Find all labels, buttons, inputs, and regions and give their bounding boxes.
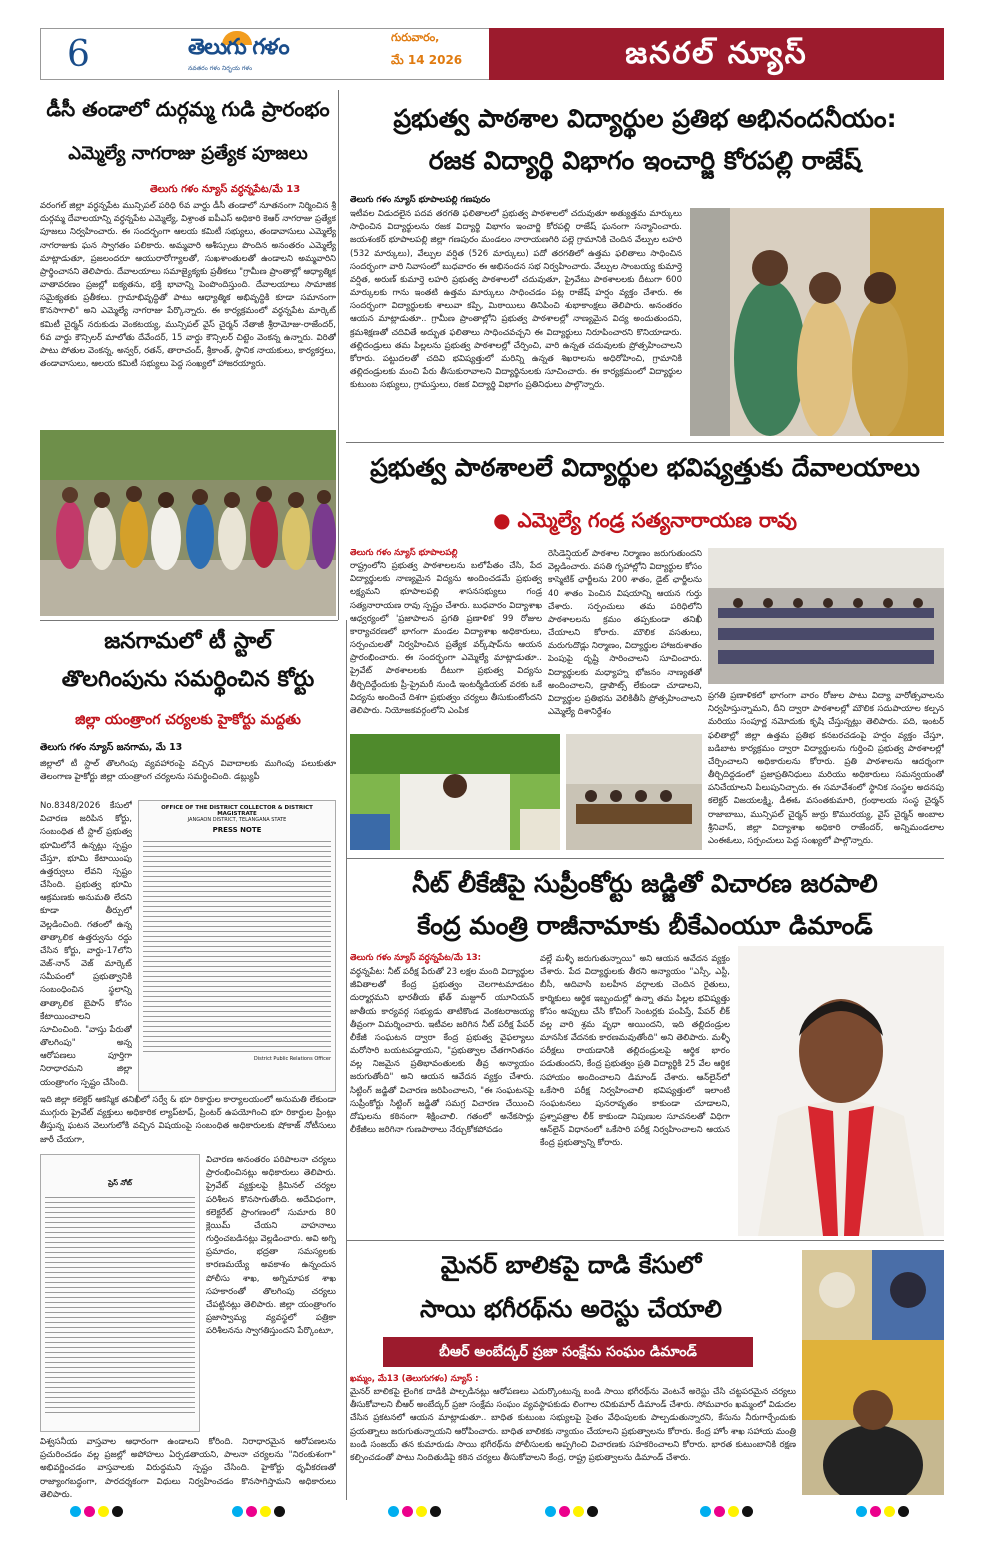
magenta-dot [246, 1506, 257, 1517]
newspaper-logo [182, 28, 377, 80]
press-note-footer: District Public Relations Officer [253, 1056, 331, 1062]
cyan-dot [700, 1506, 711, 1517]
print-registration-marks [232, 1506, 285, 1517]
a2-headline-2: రజక విద్యార్థి విభాగం ఇంచార్జి కోరపల్లి రాజేష్ [428, 146, 862, 175]
a6-headline-2: సాయి భగీరథ్‌ను అరెస్టు చేయాలి [420, 1295, 722, 1323]
a3-col-2: రెసిడెన్షియల్ పాఠశాల నిర్మాణం జరుగుతుందని వెల్లడించారు. వసతి గృహాల్లోని విద్యార్థుల కోసం కాస్మెటిక్ ఛార్జీలను 200 శాతం, డైట్ ఛార్జీలను 40 శాతం పెంచిన విషయాన్ని ఆయన గుర్తు చేశారు. సర్పంచులు తమ పరిధిలోని పాఠశాలలను క్రమం తప్పకుండా తనిఖీ చేయాలని కోరారు. మౌలిక వసతులు, మరుగుదొడ్లు నిర్మాణం, విద్యార్థుల హాజరుశాతం పెంపుపై దృష్టి సారించాలని సూచించారు. విద్యార్థులకు మధ్యాహ్న భోజనం నాణ్యతతో అందించాలని, డ్రాపౌట్స్ లేకుండా చూడాలని, విద్యార్థుల ప్రతిభను వెలికితీసి ప్రోత్సహించాలని ఎమ్మెల్యే దిశానిర్దేశం [548, 549, 702, 718]
yellow-dot [573, 1506, 584, 1517]
yellow-dot [98, 1506, 109, 1517]
press-note-office: OFFICE OF THE DISTRICT COLLECTOR & DISTRICT MAGISTRATE [161, 805, 313, 817]
a4-right-col: విచారణ అనంతరం పరిపాలనా చర్యలు ప్రారంభించినట్లు అధికారులు తెలిపారు. ప్రైవేట్ వ్యక్తులపై క్రిమినల్ చర్యల పరిశీలన కొనసాగుతోంది. అదేవిధంగా, కలెక్టరేట్ ప్రాంగణంలో సుమారు 80 క్లెయిమ్ చేయని వాహనాలు గుర్తించబడినట్లు వెల్లడించారు. అవి అగ్ని ప్రమాదం, భద్రతా సమస్యలకు కారణమయ్యే అవకాశం ఉన్నందున పోలీసు శాఖ, అగ్నిమాపక శాఖ సహకారంతో తొలగింపు చర్యలు చేపట్టినట్లు తెలిపారు. జిల్లా యంత్రాంగం ప్రజాస్వామ్య వ్యవస్థలో పత్రికా పరిశీలనను స్వాగతిస్తుందని పేర్కొంటూ, [206, 1155, 336, 1337]
press-note-heading: PRESS NOTE [212, 826, 262, 834]
column-divider [346, 620, 347, 1500]
telugu-note-heading: ప్రెస్ నోట్ [108, 1179, 132, 1187]
a4-press-note-telugu [40, 1154, 200, 1432]
a5-col-2: వల్లే మళ్ళీ జరుగుతున్నాయి" అని ఆయన ఆవేదన వ్యక్తం చేశారు. పేద విద్యార్థులకు తీరని అన్యాయం "ఎస్సీ, ఎస్టీ, బీసీ, ఆదివాసి బలహీన వర్గాలకు చెందిన రైతులు, కార్మికులు ఆర్థిక ఇబ్బందుల్లో ఉన్నా తమ పిల్లల భవిష్యత్తు కోసం అప్పులు చేసి కోచింగ్ సెంటర్లకు పంపిస్తే, పేపర్ లీక్ వల్ల వారి శ్రమ వృధా అయిందని, ఇది తల్లిదండ్రుల మానసిక వేదనకు కారణమవుతోంది" అని తెలిపారు. మళ్ళీ పరీక్షలు రాయడానికి తల్లిదండ్రులపై ఆర్థిక భారం పడుతుందని, కేంద్ర ప్రభుత్వం ప్రతి విద్యార్థికి 25 వేల ఆర్థిక సహాయం అందించాలని డిమాండ్ చేశారు. ఆన్‌లైన్‌లో ఒకేసారి పరీక్ష నిర్వహించాలి భవిష్యత్తులో ఇలాంటి సంఘటనలు పునరావృతం కాకుండా చూడాలని, ప్రశ్నాపత్రాల లీక్ కాకుండా నిపుణుల సూచనలతో విధిగా ఆన్‌లైన్ విధానంలో ఒకేసారి పరీక్ష నిర్వహించాలని ఆయన కేంద్ర ప్రభుత్వాన్ని కోరారు. [540, 954, 730, 1149]
black-dot [587, 1506, 598, 1517]
logo-text: తెలుగు గళం [188, 35, 289, 60]
black-dot [898, 1506, 909, 1517]
issue-date [377, 28, 489, 80]
a5-photo-portrait [738, 946, 944, 1236]
black-dot [430, 1506, 441, 1517]
a3-col-3: ప్రగతి ప్రణాళికలో భాగంగా వారం రోజుల పాటు విద్యా వారోత్సవాలను నిర్వహిస్తున్నామని, దీని ద్వారా పాఠశాలల్లో మౌలిక సదుపాయాల కల్పన మరియు సంపూర్ణ నమోదుకు కృషి చేస్తున్నట్లు తెలిపారు. పది, ఇంటర్ ఫలితాల్లో జిల్లా ఉత్తమ ప్రతిభ కనబరచడంపై హర్షం వ్యక్తం చేస్తూ, బడిబాట కార్యక్రమం ద్వారా విద్యార్థులను గుర్తించి ప్రభుత్వ పాఠశాలల్లో చేర్పించాలని అధికారులను కోరారు. ప్రతి పాఠశాలను ఆదర్శంగా తీర్చిదిద్దడంలో ప్రజాప్రతినిధులు మరియు అధికారులు సమన్వయంతో పనిచేయాలని పిలుపునిచ్చారు. ఈ సమావేశంలో స్థానిక సంస్థల అదనపు కలెక్టర్ విజయలక్ష్మి, డీఈఓ వసంతకుమారి, గ్రంథాలయ సంస్థ చైర్మన్ రాజాబాబు, మున్సిపల్ చైర్మన్ జుర్రు కొమురయ్య, వైస్ చైర్మన్ అంబాల శ్రీనివాస్, జిల్లా విద్యాశాఖ అధికారి రాజేందర్, అన్నిమండలాల ఎంఈఓలు, సర్పంచులు పెద్ద సంఖ్యలో పాల్గొన్నారు. [708, 691, 944, 846]
section-divider [346, 1240, 944, 1241]
magenta-dot [84, 1506, 95, 1517]
a1-headline-1: డీసీ తండాలో దుర్గమ్మ గుడి ప్రారంభం [46, 97, 330, 121]
a5-headline-2: కేంద్ర మంత్రి రాజీనామాకు బీకేఎంయూ డిమాండ్ [417, 911, 873, 940]
logo-tagline: నవతరం గళం నిర్భయ గళం [188, 65, 253, 72]
a6-byline: ఖమ్మం, మే13 (తెలుగుగళం) న్యూస్ : [350, 1374, 479, 1384]
a6-body: మైనర్ బాలికపై లైంగిక దాడికి పాల్పడినట్లు ఆరోపణలు ఎదుర్కొంటున్న బండి సాయి భగీరథ్‌ను వెంటనే అరెస్టు చేసి చట్టపరమైన చర్యలు తీసుకోవాలని బీఆర్ అంబేద్కర్ ప్రజా సంక్షేమ సంఘం వ్యవస్థాపకుడు లింగాల రవికుమార్ డిమాండ్ చేశారు. సోమవారం ఖమ్మంలో విడుదల చేసిన ప్రకటనలో ఆయన మాట్లాడుతూ.. బాధిత కుటుంబ సభ్యులపై సైతం వేధింపులకు పాల్పడుతున్నారని, కేసును నీరుగార్చేందుకు ప్రయత్నాలు జరుగుతున్నాయని ఆరోపించారు. బాధిత బాలికకు న్యాయం చేయాలని ప్రభుత్వాలను కోరారు. కేంద్ర హోం శాఖ సహాయ మంత్రి బండి సంజయ్ తన కుమారుడు సాయి భగీరథ్‌ను పోలీసులకు అప్పగించి విచారణకు సహకరించాలని కోరారు. భారత కుటుంబానికి రక్షణ కల్పించడంతో పాటు నిందితుడిపై కఠిన చర్యలు తీసుకోవాలని కేంద్ర, రాష్ట్ర ప్రభుత్వాలను డిమాండ్ చేశారు. [350, 1387, 796, 1463]
cyan-dot [232, 1506, 243, 1517]
a3-col-1: రాష్ట్రంలోని ప్రభుత్వ పాఠశాలలను బలోపేతం చేసి, పేద విద్యార్థులకు నాణ్యమైన విద్యను అందించడమే ప్రభుత్వ లక్ష్యమని భూపాలపల్లి శాసనసభ్యులు గండ్ర సత్యనారాయణ రావు స్పష్టం చేశారు. బుధవారం విద్యాశాఖ ఆధ్వర్యంలో 'ప్రజాపాలన ప్రగతి ప్రణాళిక' 99 రోజుల కార్యాచరణలో భాగంగా మండల విద్యాశాఖ అధికారులు, సర్పంచులతో నిర్వహించిన ప్రత్యేక వర్క్‌షాప్‌ను ఆయన ప్రారంభించారు. ఈ సందర్భంగా ఎమ్మెల్యే మాట్లాడుతూ.. ప్రైవేట్ పాఠశాలలకు దీటుగా ప్రభుత్వ విద్యను తీర్చిదిద్దేందుకు ప్రీ-ప్రైమరీ నుండి ఇంటర్మీడియట్ వరకు ఒకే విద్యను అందించే దిశగా ప్రభుత్వం చర్యలు తీసుకుంటోందని తెలిపారు. నియోజకవర్గంలోని ఎంపిక [350, 561, 542, 716]
black-dot [112, 1506, 123, 1517]
magenta-dot [870, 1506, 881, 1517]
section-divider [40, 620, 338, 621]
print-registration-marks [700, 1506, 753, 1517]
a4-wide-text: ఇది జిల్లా కలెక్టర్ ఆకస్మిక తనిఖీలో సర్వే & భూ రికార్డుల కార్యాలయంలో అనుమతి లేకుండా ముగ్గురు ప్రైవేట్ వ్యక్తులు అధికారిక ల్యాప్‌టాప్, ప్రింటర్ ఉపయోగించి భూ రికార్డుల ప్రింట్లు తీస్తున్న ఘటన వెలుగులోకి వచ్చిన విషయంపై సంబంధిత అధికారులకు షోకాజ్ నోటీసులు జారీ చేయగా, [40, 1095, 336, 1145]
a3-photo-mla-speech [350, 734, 560, 850]
a2-byline: తెలుగు గళం న్యూస్ భూపాలపల్లి గణపురం [350, 195, 491, 205]
a6-banner: బీఆర్ అంబేద్కర్ ప్రజా సంక్షేమ సంఘం డిమాండ్ [383, 1337, 753, 1367]
telugu-note-text-lines [45, 1193, 195, 1413]
yellow-dot [260, 1506, 271, 1517]
print-registration-marks [856, 1506, 909, 1517]
weekday: గురువారం, [391, 31, 440, 44]
magenta-dot [714, 1506, 725, 1517]
a1-photo-temple-puja [40, 430, 336, 616]
a4-subhead: జిల్లా యంత్రాంగ చర్యలకు హైకోర్టు మద్దతు [75, 712, 301, 728]
a5-headline-1: నీట్ లీకేజీపై సుప్రీంకోర్టు జడ్జితో విచారణ జరపాలి [412, 869, 878, 898]
cyan-dot [70, 1506, 81, 1517]
a6-photo [802, 1250, 944, 1495]
press-note-district: JANGAON DISTRICT, TELANGANA STATE [187, 817, 287, 823]
a2-body: ఇటీవల విడుదలైన పదవ తరగతి ఫలితాలలో ప్రభుత్వ పాఠశాలలో చదువుతూ అత్యుత్తమ మార్కులు సాధించిన విద్యార్థులను రజక విద్యార్థి విభాగం ఇంచార్జి కోరపల్లి రాజేష్ ఘనంగా సన్మానించారు. జయశంకర్ భూపాలపల్లి జిల్లా గణపురం మండలం నారాయణగిరి పల్లె గ్రామానికి చెందిన వేల్పుల లహరి (532 మార్కులు), వేల్పుల వర్షిత (526 మార్కులు) పదో తరగతిలో ఉత్తమ ఫలితాలు సాధించిన సందర్భంగా వారి నివాసంలో బుధవారం ఈ అభినందన సభ నిర్వహించారు. వేల్పుల సాంబయ్య కుమార్తె వర్షిత, అరుణ్ కుమార్తె లహరి ప్రభుత్వ పాఠశాలలో చదువుతూ, ప్రైవేటు పాఠశాలలకు దీటుగా 600 మార్కులకు గాను ఇంతటి ఉత్తమ మార్కులు సాధించడం పట్ల రాజేష్ హర్షం వ్యక్తం చేశారు. ఈ సందర్భంగా విద్యార్థులకు శాలువా కప్పి, మిఠాయిలు తినిపించి శుభాకాంక్షలు తెలిపారు. అనంతరం ఆయన మాట్లాడుతూ.. గ్రామీణ ప్రాంతాల్లోని ప్రభుత్వ పాఠశాలల్లో నాణ్యమైన విద్య అందుతుందని, క్రమశిక్షణతో చదివితే అద్భుత ఫలితాలు సాధించవచ్చని ఈ విద్యార్థులు నిరూపించారని కొనియాడారు. తల్లిదండ్రులు తమ పిల్లలను ప్రభుత్వ పాఠశాలల్లో చేర్పించి, వారి ఉన్నత చదువులకు ప్రోత్సహించాలని కోరారు. పట్టుదలతో చదివి భవిష్యత్తులో మరిన్ని ఉన్నత శిఖరాలను అధిరోహించి, గ్రామానికి తల్లిదండ్రులకు మంచి పేరు తీసుకురావాలని విద్యార్థినులకు సూచించారు. ఈ కార్యక్రమంలో విద్యార్థుల కుటుంబ సభ్యులు, గ్రామస్తులు, రజక విద్యార్థి విభాగం ప్రతినిధులు పాల్గొన్నారు. [350, 209, 682, 391]
section-divider [346, 442, 944, 443]
cyan-dot [856, 1506, 867, 1517]
a4-byline: తెలుగు గళం న్యూస్ జనగామ, మే 13 [40, 742, 183, 753]
a4-top-body: జిల్లాలో టీ స్టాల్ తొలగింపు వ్యవహారంపై వచ్చిన వివాదాలకు ముగింపు పలుకుతూ తెలంగాణ హైకోర్టు జిల్లా యంత్రాంగ చర్యలను సమర్థించింది. డబ్ల్యుపీ [40, 759, 336, 783]
section-divider [346, 858, 944, 859]
press-note-text-lines [143, 837, 331, 1052]
a3-byline: తెలుగు గళం న్యూస్ భూపాలపల్లి [350, 548, 458, 558]
a3-photo-dais [566, 734, 702, 850]
a4-headline-1: జనగామలో టీ స్టాల్ [104, 629, 272, 654]
cyan-dot [388, 1506, 399, 1517]
magenta-dot [402, 1506, 413, 1517]
yellow-dot [884, 1506, 895, 1517]
a1-body: వరంగల్ జిల్లా వర్ధన్నపేట మున్సిపల్ పరిధి 6వ వార్డు డీసీ తండాలో నూతనంగా నిర్మించిన శ్రీ దుర్గమ్మ దేవాలయాన్ని వర్ధన్నపేట ఎమ్మెల్యే, విశ్రాంత ఐపీఎస్ అధికారి కెఆర్ నాగరాజు ప్రత్యేక పూజలు నిర్వహించారు. ఈ సందర్భంగా ఆలయ కమిటీ సభ్యులు, తండావాసులు ఎమ్మెల్యే నాగరాజుకు ఘన స్వాగతం పలికారు. అమ్మవారి ఆశీస్సులు పొందిన అనంతరం ఎమ్మెల్యే మాట్లాడుతూ, ప్రజలందరూ ఆయురారోగ్యాలతో, సుఖశాంతులతో ఉండాలని అమ్మవారిని ప్రార్థించానని తెలిపారు. దేవాలయాలు సమాజ్యైక్యకు ప్రతీకలు "గ్రామీణ ప్రాంతాల్లో ఆధ్యాత్మిక వాతావరణం ప్రజల్లో ఐక్యతను, భక్తి భావాన్ని పెంపొందిస్తుంది. దేవాలయాలు సామాజిక సమైక్యతకు ప్రతీకలు. గ్రామాభివృద్ధితో పాటు ఆధ్యాత్మిక అభివృద్ధికి కూడా సమానంగా కొనసాగాలి" అని ఎమ్మెల్యే నాగరాజు పేర్కొన్నారు. ఈ కార్యక్రమంలో వర్ధన్నపేట మార్కెట్ కమిటీ చైర్మన్ నరుకుడు వెంకటయ్య, మున్సిపల్ వైస్ చైర్మన్ నేతాజీ శ్రీరామోజు-రాజేందర్, 6వ వార్డు కౌన్సిలర్ మాలోతు దేవేందర్, 15 వార్డు కౌన్సిలర్ చిట్టెం వెంకన్న ఉన్నారు. విరితో పాటు పోతుల వెంకన్న, అన్వర్, రతన్, తారాచంద్, శ్రీకాంత్, స్థానిక నాయకులు, కార్యకర్తలు, తండావాసులు, ఆలయ కమిటీ సభ్యులు పెద్ద సంఖ్యలో హాజరయ్యారు. [40, 201, 336, 370]
a1-byline: తెలుగు గళం న్యూస్ వర్ధన్నపేట/మే 13 [150, 184, 301, 195]
a5-byline: తెలుగు గళం న్యూస్ వర్ధన్నపేట/మే 13: [350, 953, 482, 963]
yellow-dot [416, 1506, 427, 1517]
a5-col-1: వర్ధన్నపేట: నీట్ పరీక్ష పేరుతో 23 లక్షల మంది విద్యార్థుల జీవితాలతో కేంద్ర ప్రభుత్వం చెలగాటమాడటం దుర్మార్గమని భారతీయ ఖేత్ మజ్దూర్ యూనియన్ జాతీయ కార్యవర్గ సభ్యుడు తాటికొండ వెంకటరాజయ్య తీవ్రంగా విమర్శించారు. ఇటీవల జరిగిన నీట్ పరీక్ష పేపర్ లీకేజీ సంఘటన ద్వారా కేంద్ర ప్రభుత్వ వైఫల్యాలు మరోసారి బయటపడ్డాయని, "ప్రభుత్వాల చేతగానితనం వల్ల నిజమైన ప్రతిభావంతులకు తీవ్ర అన్యాయం జరుగుతోంది" అని ఆయన ఆవేదన వ్యక్తం చేశారు. సిట్టింగ్ జడ్జితో విచారణ జరిపించాలని, "ఈ సంఘటనపై సుప్రీంకోర్టు సిట్టింగ్ జడ్జితో సమగ్ర విచారణ చేయించి దోషులను కఠినంగా శిక్షించాలి. గతంలో అనేకసార్లు లీకేజీలు జరిగినా గుణపాఠాలు నేర్చుకోకపోవడం [350, 967, 534, 1136]
a3-subhead: ● ఎమ్మెల్యే గండ్ర సత్యనారాయణ రావు [493, 508, 797, 532]
yellow-dot [728, 1506, 739, 1517]
section-title: జనరల్ న్యూస్ [489, 28, 944, 80]
a3-headline: ప్రభుత్వ పాఠశాలలే విద్యార్థుల భవిష్యత్తుకు దేవాలయాలు [370, 453, 920, 482]
page-number: 6 [40, 28, 182, 80]
a4-press-note-english [138, 800, 336, 1092]
a2-headline-1: ప్రభుత్వ పాఠశాల విద్యార్థుల ప్రతిభ అభినందనీయం: [393, 104, 897, 133]
a4-bottom-body: విశ్వసనీయ వాస్తవాల ఆధారంగా ఉండాలని కోరింది. నిరాధారమైన ఆరోపణలను ప్రచురించడం వల్ల ప్రజల్లో అపోహలు ఏర్పడతాయని, పాలనా చర్యలను "నిరంకుశంగా" అభివర్ణించడం వాస్తవాలకు విరుద్ధమని స్పష్టం చేసింది. హైకోర్టు ధృవీకరణతో రాజ్యాంగబద్ధంగా, పారదర్శకంగా విధులు నిర్వహించడం కొనసాగిస్తామని అధికారులు తెలిపారు. [40, 1437, 336, 1500]
a4-left-col: No.8348/2026 కేసులో విచారణ జరిపిన కోర్టు, సంబంధిత టీ స్టాల్ ప్రభుత్వ భూమిలోనే ఉన్నట్లు స్పష్టం చేస్తూ, భూమి కేటాయింపు ఉత్తర్వులు లేవని స్పష్టం చేసింది. ప్రభుత్వ భూమి ఆక్రమణకు అనుమతి లేదని కూడా తీర్పులో వెల్లడించింది. గతంలో ఉన్న తాత్కాలిక ఉత్తర్వును రద్దు చేసిన కోర్టు, వార్డు-17లోని వెజ్-నాన్ వెజ్ మార్కెట్ సమీపంలో ప్రభుత్వానికి సంబంధించిన స్థలాన్ని తాత్కాలిక బైపాస్ కోసం కేటాయించాలని సూచించింది. "వాస్తు పేరుతో తొలగింపు" అన్న ఆరోపణలు పూర్తిగా నిరాధారమని జిల్లా యంత్రాంగం స్పష్టం చేసింది. [40, 801, 132, 1088]
a2-photo-felicitation [690, 208, 944, 436]
print-registration-marks [545, 1506, 598, 1517]
print-registration-marks [388, 1506, 441, 1517]
print-registration-marks [70, 1506, 123, 1517]
a3-photo-hall [708, 548, 944, 684]
a6-headline-1: మైనర్ బాలికపై దాడి కేసులో [440, 1251, 702, 1279]
a4-headline-2: తొలగింపును సమర్థించిన కోర్టు [61, 667, 315, 692]
a1-headline-2: ఎమ్మెల్యే నాగరాజు ప్రత్యేక పూజలు [68, 143, 308, 164]
date: మే 14 2026 [391, 53, 463, 67]
magenta-dot [559, 1506, 570, 1517]
column-divider [338, 90, 339, 620]
black-dot [742, 1506, 753, 1517]
black-dot [274, 1506, 285, 1517]
cyan-dot [545, 1506, 556, 1517]
